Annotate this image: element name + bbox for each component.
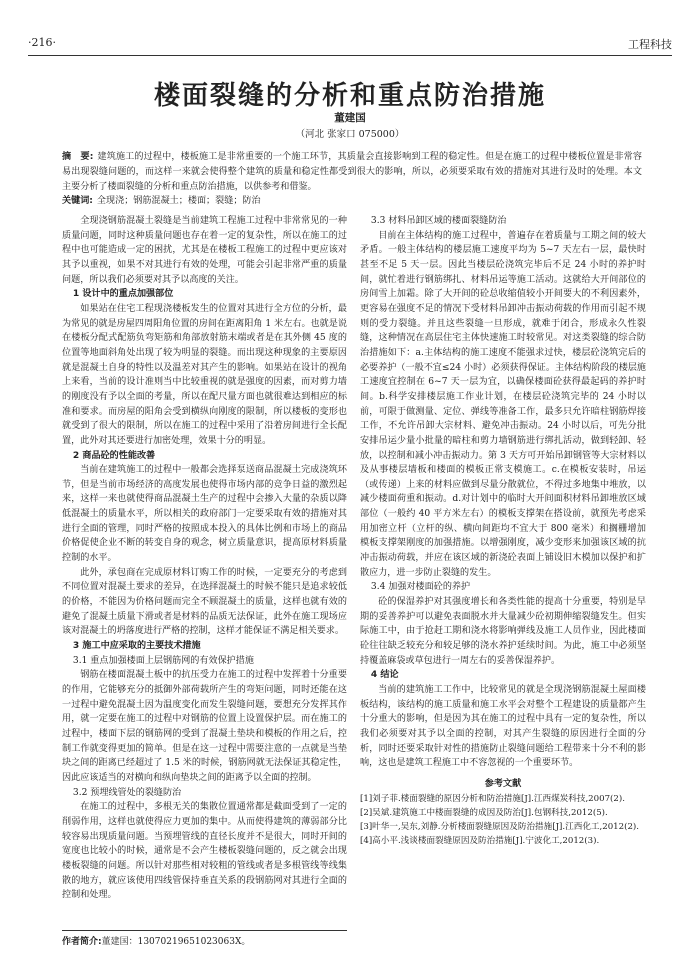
keywords-text: 全现浇；钢筋混凝土；楼面；裂缝；防治 (96, 196, 261, 207)
author-affiliation: （河北 张家口 075000） (295, 129, 405, 140)
paragraph: 当前的建筑施工工作中，比较常见的就是全现浇钢筋混凝土屋面楼板结构，该结构的施工质量和施工水平会对整个工程建设的质量都产生十分重大的影响，但是因为其在施工的过程中具有一定的复杂性，所以我们必须要对其予以全面的控制，对其产生裂缝的原因进行全面的分析，同时还要采取针对性的措施防止裂缝问题给工程带来十分不利的影响，这也是建筑工程施工中不容忽视的一个重要环节。 (360, 685, 646, 769)
section-heading: 4 结论 (370, 670, 399, 681)
subsection-heading: 3.1 重点加强楼面上层钢筋网的有效保护措施 (72, 655, 254, 666)
paragraph: 全现浇钢筋混凝土裂缝是当前建筑工程施工过程中非常常见的一种质量问题，同时这种质量问题也存在着一定的复杂性，所以在施工的过程中也可能造成一定的困扰，尤其是在楼板工程施工的过程中更应该对其予以重视，如果不对其进行有效的处理，可能会引起非常严重的质量问题，所以我们必须要对其予以高度的关注。 (62, 216, 347, 285)
paragraph: 砼的保湿养护对其强度增长和各类性能的提高十分重要，特别是早期的妥善养护可以避免表面脱水并大量减少砼初期伸缩裂缝发生。但实际施工中，由于抢赶工期和浇水将影响弹线及施工人员作业，因此楼面砼往往缺乏较充分和较足够的浇水养护延续时间。为此，施工中必须坚持覆盖麻袋或草包进行一周左右的妥善保湿养护。 (360, 597, 646, 666)
abstract (62, 150, 642, 194)
right-column (360, 214, 646, 848)
header-rule (28, 55, 672, 56)
paragraph: 如果站在住宅工程现浇楼板发生的位置对其进行全方位的分析，最为常见的就是房屋四周阳角位置的房间在距离阳角 1 米左右。也就是说在楼板分配式配筋负弯矩筋和角部放射筋末端或者是在其外侧 45 度的位置等地面斜角处出现了较为明显的裂缝。而出现这种现象的主要原因就是混凝土自身的特性以及温差对其产生的影响。如果站在设计的视角上来看，当前的设计准则当中比较重视的就是强度的因素，而对剪力墙的刚度没有予以全面的考量，所以在配尺量方面也就很难达到相应的标准和要求。而房屋的阳角会受到横纵向刚度的限制，所以楼板的变形也就受到了很大的限制，所以在施工的过程中采用了沿着房间进行全长配置，此外对其还要进行加密处理，效果十分的明显。 (62, 303, 347, 446)
paragraph: 目前在主体结构的施工过程中，普遍存在着质量与工期之间的较大矛盾。一般主体结构的楼层施工速度平均为 5~7 天左右一层，最快时甚至不足 5 天一层。因此当楼层砼浇筑完毕后不足 24 小时的养护时间，就忙着进行钢筋绑扎、材料吊运等施工活动。这就给大开间部位的房间雪上加霜。除了大开间的砼总收缩值较小开间要大的不利因素外，更容易在强度不足的情况下受材料吊卸冲击振动荷载的作用而引起不规则的受力裂缝。并且这些裂缝一旦形成，就难于闭合，形成永久性裂缝，这种情况在高层住宅主体快速施工时较常见。对这类裂缝的综合防治措施如下：a.主体结构的施工速度不能强求过快，楼层砼浇筑完后的必要养护（一般不宜≤24 小时）必须获得保证。主体结构阶段的楼层施工速度宜控制在 6~7 天一层为宜，以确保楼面砼获得最起码的养护时间。b.科学安排楼层施工作业计划，在楼层砼浇筑完毕的 24 小时以前，可限于做测量、定位、弹线等准备工作，最多只允许暗柱钢筋焊接工作，不允许吊卸大宗材料、避免冲击振动。24 小时以后，可先分批安排吊运少量小批量的暗柱和剪力墙钢筋进行绑扎活动，做到轻卸、轻放，以控制和减小冲击振动力。第 3 天方可开始吊卸钢管等大宗材料以及从事楼层墙板和楼面的模板正常支模施工。c.在模板安装时，吊运（或传递）上来的材料应做到尽量分散就位，不得过多地集中堆放，以减少楼面荷重和振动。d.对计划中的临时大开间面积材料吊卸堆放区域部位（一般约 40 平方米左右）的模板支撑架在搭设前，就预先考虑采用加密立杆（立杆的纵、横向间距均不宜大于 800 毫米）和搁栅增加模板支撑架刚度的加强措施。以增强刚度，减少变形来加强该区域的抗冲击振动荷载，并应在该区域的新浇砼表面上铺设旧木模加以保护和扩散应力，进一步防止裂缝的发生。 (360, 230, 646, 578)
article-title: 楼面裂缝的分析和重点防治措施 (153, 81, 546, 111)
keywords (62, 194, 642, 209)
paragraph: 钢筋在楼面混凝土板中的抗压受力在施工的过程中发挥着十分重要的作用，它能够充分的抵御外部荷载所产生的弯矩问题，同时还能在这一过程中避免混凝土因为温度变化而发生裂缝问题，要想充分发挥其作用，就一定要在施工的过程中对钢筋的位置上设置保护层。而在施工的过程中，楼面下层的钢筋网的受到了混凝土垫块和模板的作用之后，控制工作就变得更加的简单。但是在这一过程中需要注意的一点就是当垫块之间的距离已经超过了 1.5 米的时候，钢筋网就无法保证其稳定性，因此应该适当的对横向和纵向垫块之间的距离予以全面的控制。 (62, 670, 347, 783)
article-author: 董建国 (334, 112, 366, 124)
paragraph: 在施工的过程中，多根无关的集散位置通常都是截面受到了一定的削弱作用，这样也就使得应力更加的集中。从而使得建筑的薄弱部分比较容易出现质量问题。当预埋管线的直径长度并不是很大，同时开间的宽度也比较小的时候，通常是不会产生楼板裂缝问题的，反之就会出现楼板裂缝的问题。所以针对那些相对较粗的管线或者是多根管线等线集散的地方，就应该使用四线管保持垂直关系的段钢筋网对其进行全面的控制和处理。 (62, 802, 347, 901)
reference-item: [3]叶华一,吴东,刘静.分析楼面裂缝原因及防治措施[J].江西化工,2012(2). (360, 821, 640, 832)
page-number: ·216· (28, 36, 56, 49)
abstract-text: 建筑施工的过程中，楼板施工是非常重要的一个施工环节，其质量会直接影响到工程的稳定性。但是在施工的过程中楼板位置是非常容易出现裂缝问题的，而这样一来就会使得整个建筑的质量和稳定性都受到很大的影响，所以，必须要采取有效的措施对其进行及时的处理。本文主要分析了楼面裂缝的分析和重点防治措施，以供参考和借鉴。 (62, 152, 642, 192)
subsection-heading: 3.2 预埋线管处的裂缝防治 (72, 787, 182, 798)
keywords-label: 关键词: (62, 196, 93, 207)
abstract-block (62, 150, 642, 209)
section-heading: 1 设计中的重点加强部位 (72, 289, 174, 300)
subsection-heading: 3.4 加强对楼面砼的养护 (370, 582, 471, 593)
journal-name: 工程科技 (628, 38, 672, 51)
reference-item: [2]吴斌.建筑施工中楼面裂缝的成因及防治[J].包钢科技,2012(5). (360, 807, 608, 818)
reference-item: [1]刘子菲.楼面裂缝的原因分析和防治措施[J].江西煤炭科技,2007(2). (360, 793, 625, 804)
abstract-label: 摘 要: (62, 152, 94, 162)
page-header (28, 36, 672, 54)
subsection-heading: 3.3 材料吊卸区域的楼面裂缝防治 (370, 216, 507, 226)
author-note (62, 930, 347, 947)
author-note-text: 董建国：13070219651023063X。 (101, 937, 251, 947)
reference-item: [4]高小平.浅谈楼面裂缝原因及防治措施[J].宁波化工,2012(3). (360, 835, 600, 846)
paragraph: 当前在建筑施工的过程中一般都会选择泵送商品混凝土完成浇筑环节，但是当前市场经济的高度发展也使得市场内部的竞争日益的激烈起来，这样一来也就使得商品混凝土生产的过程中会掺入大量的杂质以降低混凝土的质量水平，所以相关的政府部门一定要采取有效的措施对其进行全面的管理，同时严格的按照成本投入的具体比例和市场上的商品价格促使企业不断的转变自身的观念，树立质量意识，提高原材料质量控制的水平。 (62, 465, 347, 564)
section-heading: 3 施工中应采取的主要技术措施 (72, 641, 201, 652)
section-heading: 2 商品砼的性能改善 (72, 450, 156, 461)
author-note-label: 作者简介: (62, 937, 102, 947)
references-title: 参考文献 (484, 778, 522, 789)
paragraph: 此外，承包商在完成原材料订购工作的时候，一定要充分的考虑到不同位置对混凝土要求的差异，在选择混凝土的时候不能只是追求较低的价格，不能因为价格问题而完全不顾混凝土的质量，这样也就有效的避免了混凝土质量下滑或者是材料的品质无法保证，此外在施工现场应该对混凝土的坍落度进行严格的控制，这样才能保证不满足相关要求。 (62, 567, 347, 637)
left-column (62, 214, 347, 903)
